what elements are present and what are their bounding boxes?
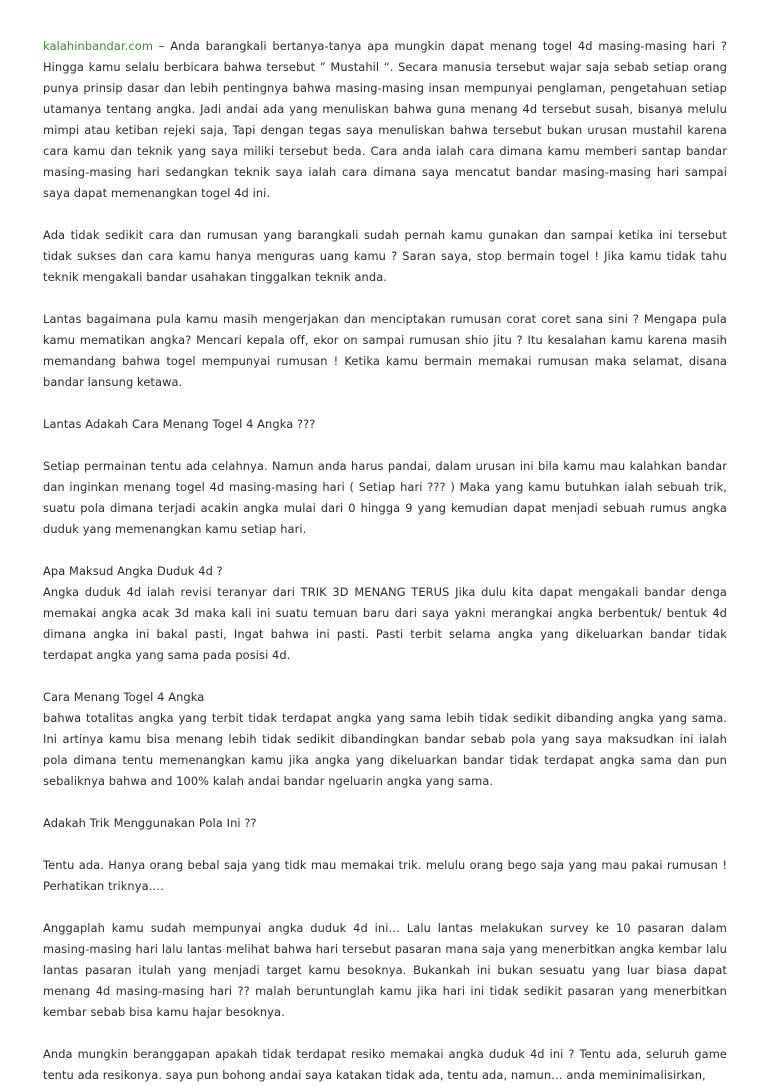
section-heading-cara-menang: Lantas Adakah Cara Menang Togel 4 Angka ??? xyxy=(43,417,316,431)
paragraph-3: Lantas bagaimana pula kamu masih mengerjakan dan menciptakan rumusan corat coret sana sini ? Mengapa pula kamu mematikan angka? Mencari kepala off, ekor on sampai rumusan shio jitu ? Itu kesalahan kamu karena masih memandang bahwa togel mempunyai rumusan ! Ketika kamu bermain memakai rumusan maka selamat, disana bandar lansung ketawa. xyxy=(43,312,727,389)
paragraph-5: Setiap permainan tentu ada celahnya. Namun anda harus pandai, dalam urusan ini bila kamu mau kalahkan bandar dan inginkan menang togel 4d masing-masing hari ( Setiap hari ??? ) Maka yang kamu butuhkan ialah sebuah trik, suatu pola dimana terjadi acakin angka mulai dari 0 hingga 9 yang kemudian dapat menjadi sebuah rumus angka duduk yang memenangkan kamu setiap hari. xyxy=(43,459,727,536)
section-body-cara-menang-4-angka: bahwa totalitas angka yang terbit tidak terdapat angka yang sama lebih tidak sedikit dibanding angka yang sama. Ini artinya kamu bisa menang lebih tidak sedikit dibandingkan bandar sebab pola yang saya maksudkan ini ialah pola dimana tentu memenangkan kamu jika angka yang dikeluarkan bandar tidak terdapat angka sama dan pun sebaliknya bahwa and 100% kalah andai bandar ngeluarin angka yang sama. xyxy=(43,711,727,788)
document-page xyxy=(43,36,727,1086)
paragraph-9: Tentu ada. Hanya orang bebal saja yang tidk mau memakai trik. melulu orang bego saja yang mau pakai rumusan ! Perhatikan triknya…. xyxy=(43,858,727,893)
section-cara-menang-4-angka xyxy=(43,687,727,792)
paragraph-2: Ada tidak sedikit cara dan rumusan yang barangkali sudah pernah kamu gunakan dan sampai ketika ini tersebut tidak sukses dan cara kamu hanya menguras uang kamu ? Saran saya, stop bermain togel ! Jika kamu tidak tahu teknik mengakali bandar usahakan tinggalkan teknik anda. xyxy=(43,228,727,284)
section-angka-duduk xyxy=(43,561,727,666)
section-heading-angka-duduk: Apa Maksud Angka Duduk 4d ? xyxy=(43,564,223,578)
section-heading-cara-menang-4-angka: Cara Menang Togel 4 Angka xyxy=(43,690,205,704)
section-body-angka-duduk: Angka duduk 4d ialah revisi teranyar dari TRIK 3D MENANG TERUS Jika dulu kita dapat mengakali bandar denga memakai angka acak 3d maka kali ini suatu temuan baru dari saya yakni merangkai angka berbentuk/ bentuk 4d dimana angka ini bakal pasti, Ingat bahwa ini pasti. Pasti terbit selama angka yang dikeluarkan bandar tidak terdapat angka yang sama pada posisi 4d. xyxy=(43,585,727,662)
paragraph-11: Anda mungkin beranggapan apakah tidak terdapat resiko memakai angka duduk 4d ini ? Tentu ada, seluruh game tentu ada resikonya. saya pun bohong andai saya katakan tidak ada, tentu ada, namun… anda meminimalisirkan, xyxy=(43,1047,727,1082)
intro-text: – Anda barangkali bertanya-tanya apa mungkin dapat menang togel 4d masing-masing hari ? Hingga kamu selalu berbicara bahwa tersebut ” Mustahil “. Secara manusia tersebut wajar saja sebab setiap orang punya prinsip dasar dan lebih pentingnya bahwa masing-masing insan mempunyai penglaman, pengetahuan setiap utamanya tentang angka. Jadi andai ada yang menuliskan bahwa guna menang 4d tersebut susah, bisanya melulu mimpi atau ketiban rejeki saja, Tapi dengan tegas saya menuliskan bahwa tersebut bukan urusan mustahil karena cara kamu dan teknik yang saya miliki tersebut beda. Cara anda ialah cara dimana kamu memberi santap bandar masing-masing hari sedangkan teknik saya ialah cara dimana saya mencatut bandar masing-masing hari sampai saya dapat memenangkan togel 4d ini. xyxy=(43,39,727,200)
site-link[interactable]: kalahinbandar.com xyxy=(43,39,154,53)
section-heading-trik-pola: Adakah Trik Menggunakan Pola Ini ?? xyxy=(43,816,257,830)
paragraph-10: Anggaplah kamu sudah mempunyai angka duduk 4d ini… Lalu lantas melakukan survey ke 10 pasaran dalam masing-masing hari lalu lantas melihat bahwa hari tersebut pasaran mana saja yang menerbitkan angka kembar lalu lantas pasaran itulah yang menjadi target kamu besoknya. Bukankah ini bukan sesuatu yang luar biasa dapat menang 4d masing-masing hari ?? malah beruntunglah kamu jika hari ini tidak sedikit pasaran yang menerbitkan kembar sebab bisa kamu hajar besoknya. xyxy=(43,921,727,1019)
paragraph-intro xyxy=(43,36,727,204)
